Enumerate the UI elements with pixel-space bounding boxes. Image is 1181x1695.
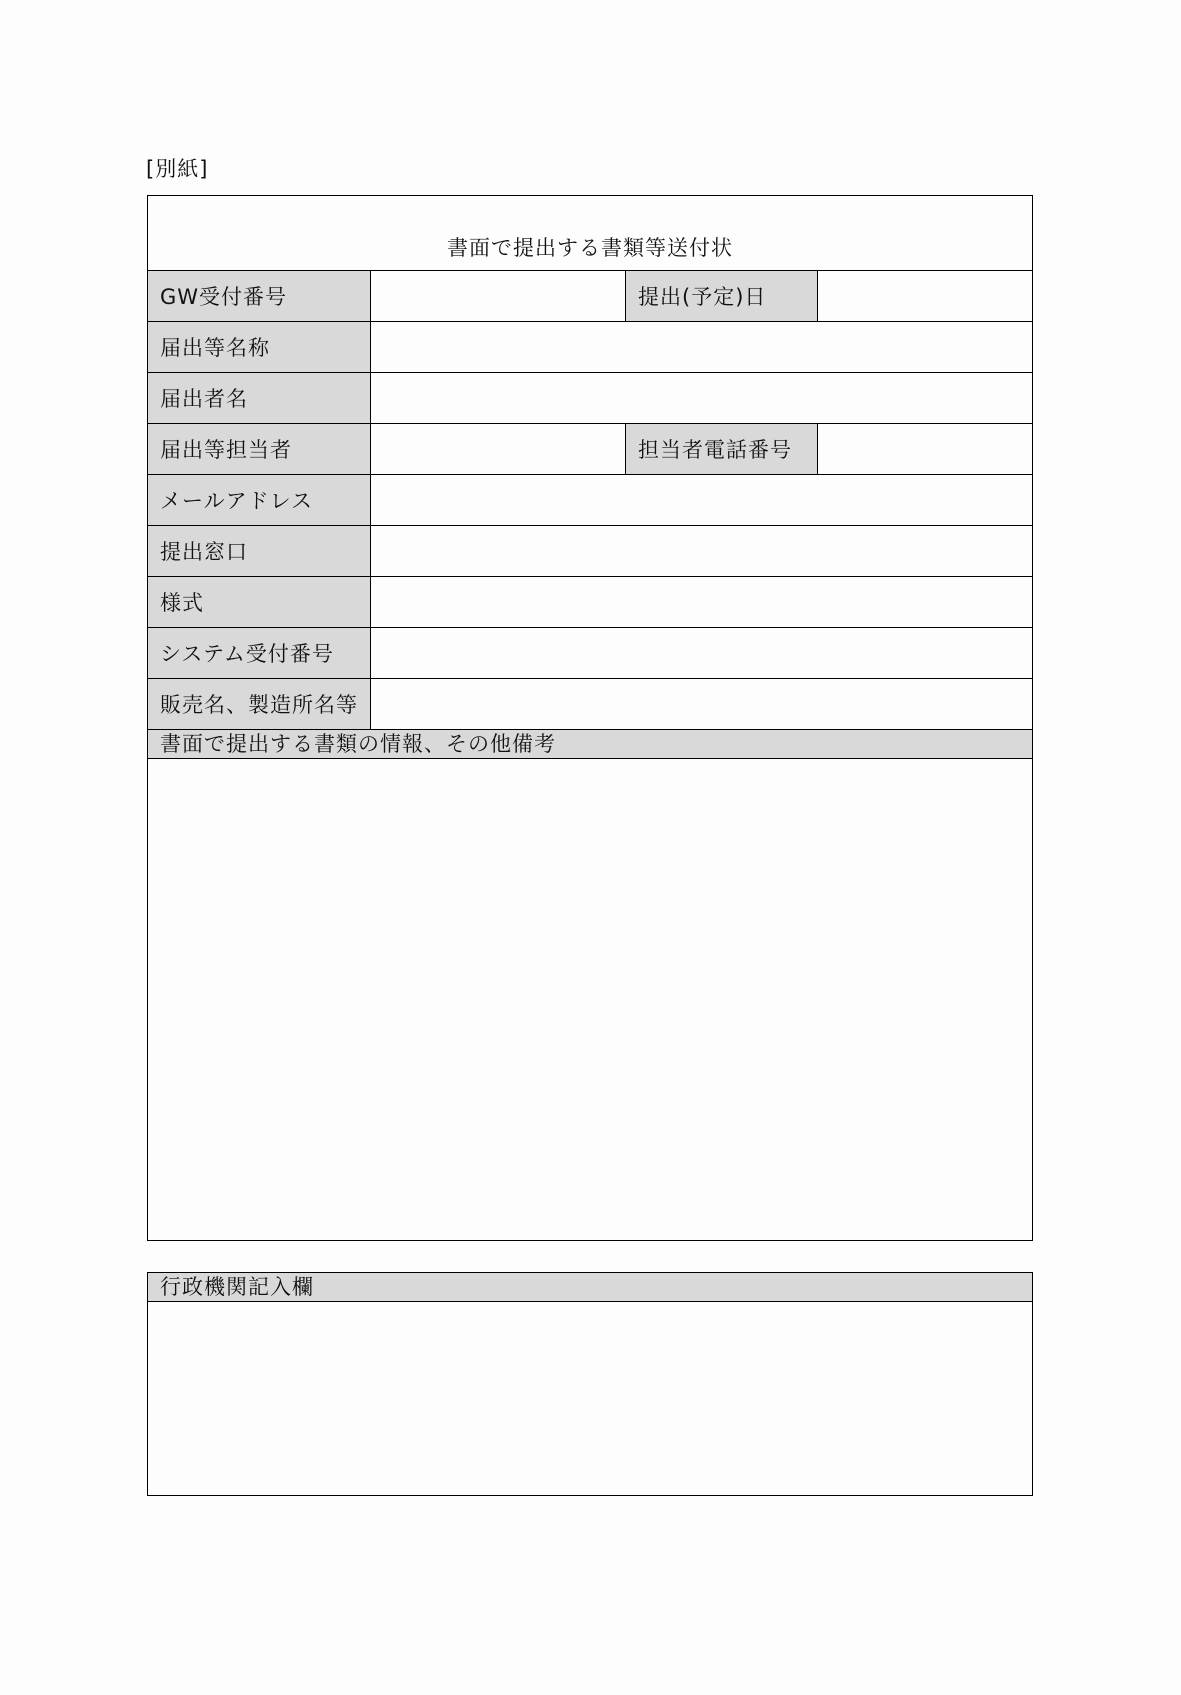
row-gw-number [148,271,1032,322]
submission-window-field[interactable] [371,526,1032,576]
submit-date-label: 提出(予定)日 [626,271,818,321]
sales-name-field[interactable] [371,679,1032,729]
gw-number-label: GW受付番号 [148,271,371,321]
row-sales-name [148,679,1032,730]
row-submitter-name [148,373,1032,424]
row-notification-name [148,322,1032,373]
form-style-field[interactable] [371,577,1032,627]
email-field[interactable] [371,475,1032,525]
notes-header: 書面で提出する書類の情報、その他備考 [148,730,1032,759]
row-system-number [148,628,1032,679]
row-submission-window [148,526,1032,577]
notification-name-label: 届出等名称 [148,322,371,372]
notes-field[interactable] [148,759,1032,1240]
system-number-label: システム受付番号 [148,628,371,678]
submitter-name-field[interactable] [371,373,1032,423]
admin-header: 行政機関記入欄 [148,1273,1032,1302]
contact-person-field[interactable] [371,424,626,474]
submission-window-label: 提出窓口 [148,526,371,576]
form-style-label: 様式 [148,577,371,627]
submitter-name-label: 届出者名 [148,373,371,423]
form-title: 書面で提出する書類等送付状 [447,236,733,260]
page-label: [別紙] [146,157,209,181]
notification-name-field[interactable] [371,322,1032,372]
sales-name-label: 販売名、製造所名等 [148,679,371,729]
cover-letter-form [147,195,1033,1241]
admin-field[interactable] [148,1302,1032,1495]
row-contact [148,424,1032,475]
email-label: メールアドレス [148,475,371,525]
contact-phone-field[interactable] [818,424,1032,474]
row-form-style [148,577,1032,628]
contact-phone-label: 担当者電話番号 [626,424,818,474]
form-title-row [148,196,1032,271]
row-email [148,475,1032,526]
system-number-field[interactable] [371,628,1032,678]
gw-number-field[interactable] [371,271,626,321]
admin-section [147,1272,1033,1496]
contact-person-label: 届出等担当者 [148,424,371,474]
submit-date-field[interactable] [818,271,1032,321]
